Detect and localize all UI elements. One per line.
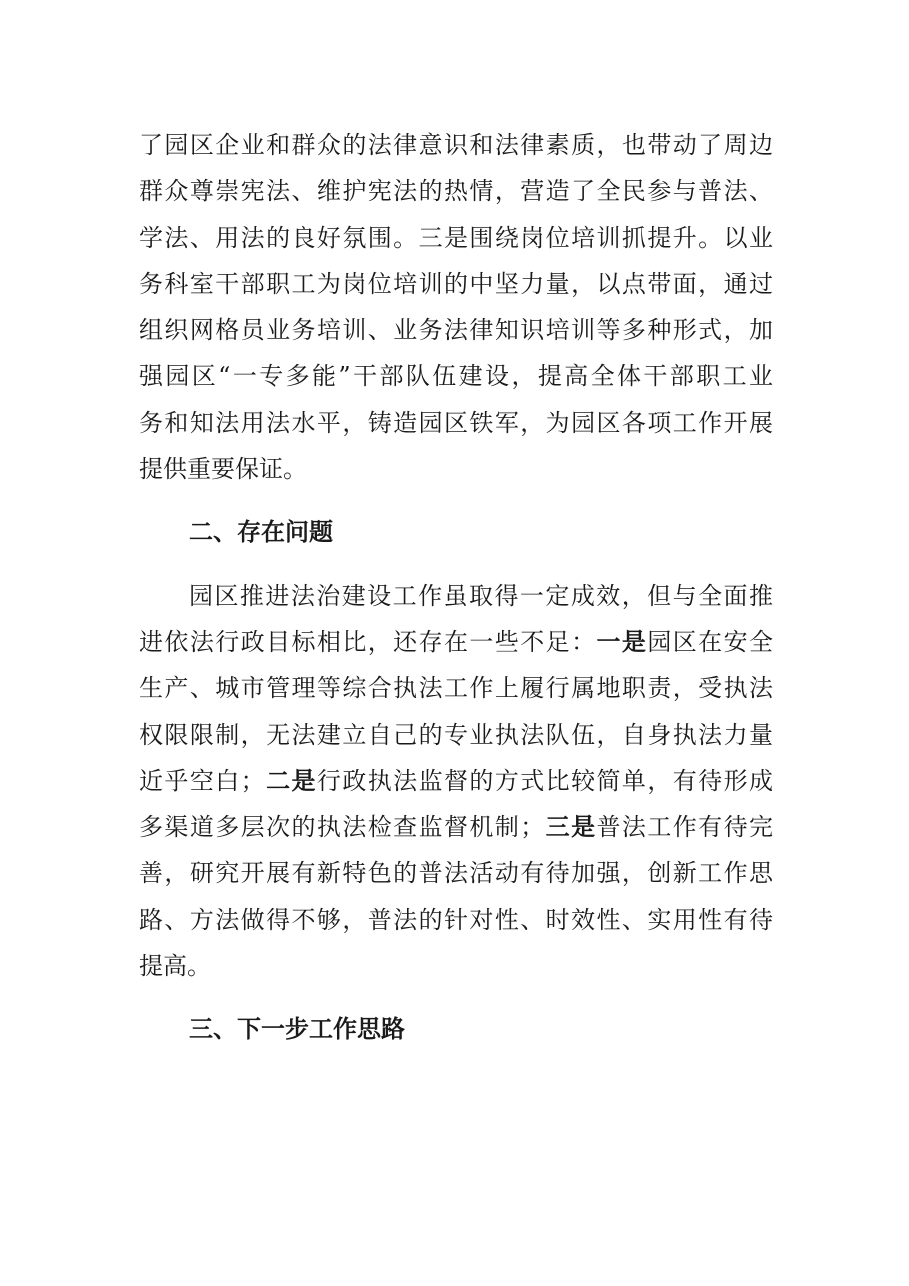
- paragraph-line: 务科室干部职工为岗位培训的中坚力量，以点带面，通过: [139, 269, 773, 298]
- line-text: 进依法行政目标相比，还存在一些不足：: [139, 627, 597, 656]
- paragraph-continuation: [139, 122, 773, 492]
- line-text: 普法工作有待完: [596, 813, 773, 842]
- emphasis-text: 三是: [544, 812, 597, 842]
- paragraph-line: [139, 758, 773, 804]
- paragraph-line: 园区推进法治建设工作虽取得一定成效，但与全面推: [189, 581, 773, 610]
- section-heading-next-steps: 三、下一步工作思路: [189, 1015, 405, 1044]
- paragraph-line: 路、方法做得不够，普法的针对性、时效性、实用性有待: [139, 905, 773, 934]
- document-page: [139, 122, 773, 1053]
- paragraph-line: 了园区企业和群众的法律意识和法律素质，也带动了周边: [139, 131, 773, 159]
- line-text: 园区在安全: [647, 627, 774, 656]
- paragraph-line: 务和知法用法水平，铸造园区铁军，为园区各项工作开展: [139, 408, 773, 437]
- paragraph-line: [139, 619, 773, 665]
- paragraph-line: [139, 804, 773, 850]
- section-heading-problems: 二、存在问题: [189, 518, 333, 547]
- paragraph-line: 组织网格员业务培训、业务法律知识培训等多种形式，加: [139, 316, 773, 345]
- paragraph-line: 生产、城市管理等综合执法工作上履行属地职责，受执法: [139, 674, 773, 703]
- paragraph-line: 提高。: [139, 952, 211, 981]
- paragraph-line: 学法、用法的良好氛围。三是围绕岗位培训抓提升。以业: [139, 223, 773, 252]
- paragraph-line: 群众尊崇宪法、维护宪法的热情，营造了全民参与普法、: [139, 177, 773, 206]
- emphasis-text: 一是: [596, 626, 648, 656]
- paragraph-line: 权限限制，无法建立自己的专业执法队伍，自身执法力量: [139, 720, 773, 749]
- paragraph-line: 提供重要保证。: [139, 455, 307, 484]
- emphasis-text: 二是: [264, 765, 317, 795]
- line-text: 近乎空白；: [139, 766, 265, 795]
- paragraph-line: 善，研究开展有新特色的普法活动有待加强，创新工作思: [139, 859, 773, 888]
- line-text: 行政执法监督的方式比较简单，有待形成: [316, 766, 774, 795]
- paragraph-problems: [139, 573, 773, 990]
- line-text: 多渠道多层次的执法检查监督机制；: [139, 813, 545, 842]
- paragraph-line: 强园区“一专多能”干部队伍建设，提高全体干部职工业: [139, 362, 773, 391]
